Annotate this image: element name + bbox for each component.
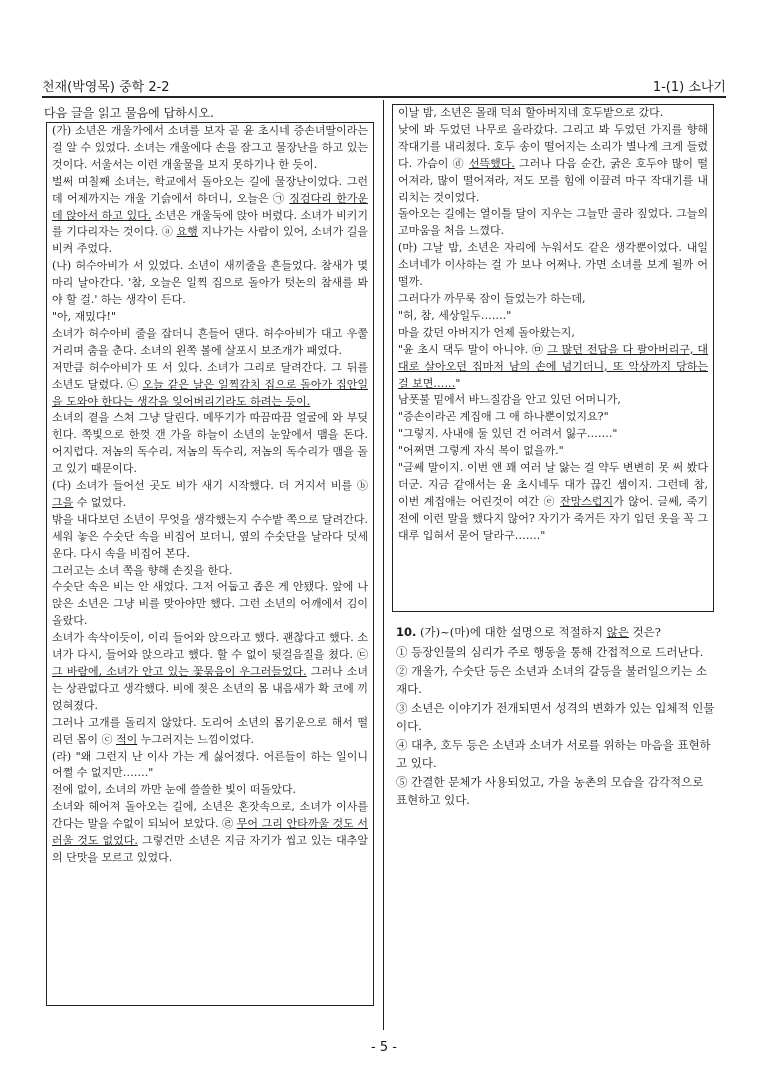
- answer-option-3[interactable]: ③ 소년은 이야기가 전개되면서 성격의 변화가 있는 입체적 인물이다.: [396, 701, 715, 733]
- question-stem: 10. (가)~(마)에 대한 설명으로 적절하지 않은 것은?: [396, 625, 661, 639]
- underlined-phrase: 선뜩했다.: [468, 156, 515, 170]
- page-number: - 5 -: [371, 1040, 397, 1055]
- passage-paragraph: 그러다가 까무룩 잠이 들었는가 하는데,: [398, 291, 586, 305]
- instruction-text: 다음 글을 읽고 물음에 답하시오.: [44, 106, 214, 120]
- passage-box-right: [392, 104, 714, 612]
- underlined-phrase: 그 바람에, 소녀가 안고 있는 꽃묶음이 우그러들었다.: [52, 665, 307, 678]
- passage-paragraph: 소녀와 헤어져 돌아오는 길에, 소년은 혼잣속으로, 소녀가 이사를 간다는 말을 수없이 되뇌어 보았다. ㉣ 무어 그리 안타까울 것도 서러울 것도 없었다. 그렇건만 소년은 지금 자기가 씹고 있는 대추알의 단맛을 모르고 있었다.: [52, 800, 369, 864]
- passage-paragraph: 수숫단 속은 비는 안 새었다. 그저 어둡고 좁은 게 안됐다. 앞에 나앉은 소년은 그냥 비를 맞아야만 했다. 그런 소년의 어깨에서 김이 올랐다.: [52, 580, 368, 628]
- passage-paragraph: 전에 없이, 소녀의 까만 눈에 쓸쓸한 빛이 떠돌았다.: [52, 783, 296, 797]
- passage-paragraph: 마을 갔던 아버지가 언제 돌아왔는지,: [398, 325, 575, 339]
- passage-paragraph: "글쎄 말이지. 이번 앤 꽤 여러 날 앓는 걸 약두 변변히 못 써 봤다더군. 지금 같애서는 윤 초시네두 대가 끊긴 셈이지. 그런데 참, 이번 계집애는 어린것이 여간 ⓔ 잔망스럽지가 않어. 글쎄, 죽기 전에 이런 말을 했다지 않어? 자기가 죽거든 자기 입던 옷을 꼭 그대루 입혀서 묻어 달라구…….": [398, 461, 709, 542]
- header-textbook: 천재(박영목) 중학 2-2: [42, 80, 170, 95]
- answer-option-2[interactable]: ② 개울가, 수숫단 등은 소년과 소녀의 갈등을 불러일으키는 소재다.: [396, 664, 708, 696]
- question-negation: 않은: [606, 625, 629, 639]
- passage-paragraph: (나) 허수아비가 서 있었다. 소년이 새끼줄을 흔들었다. 참새가 몇 마리 날아간다. '참, 오늘은 일찍 집으로 돌아가 텃논의 참새를 봐야 할 걸.' 하는 생각이 든다.: [52, 259, 368, 307]
- underlined-phrase: 무어 그리 안타까울 것도 서러울 것도 없었다.: [52, 817, 368, 848]
- underlined-phrase: 요행: [176, 225, 198, 239]
- underlined-phrase: 그을: [52, 495, 74, 509]
- passage-paragraph: 밖을 내다보던 소년이 무엇을 생각했는지 수수밭 쪽으로 달려간다. 세워 놓은 수숫단 속을 비집어 보더니, 옆의 수숫단을 날라다 덧세운다. 다시 속을 비집어 본다.: [52, 512, 368, 560]
- passage-paragraph: "증손이라곤 계집애 그 애 하나뿐이었지요?": [398, 410, 609, 424]
- underlined-phrase: 징검다리 한가운데 앉아서 하고 있다.: [52, 191, 368, 222]
- underlined-phrase: 오늘 같은 날은 일찍감치 집으로 돌아가 집안일을 도와야 한다는 생각을 잊어버리기라도 하려는 듯이.: [52, 377, 368, 408]
- passage-paragraph: (가) 소년은 개울가에서 소녀를 보자 곧 윤 초시네 증손녀딸이라는 걸 알 수 있었다. 소녀는 개울에다 손을 잠그고 물장난을 하고 있는 것이다. 서울서는 이런 개울물을 보지 못하기나 한 듯이.: [52, 124, 368, 171]
- passage-paragraph: 낮에 봐 두었던 나무로 올라갔다. 그리고 봐 두었던 가지를 향해 작대기를 내리쳤다. 호두 송이 떨어지는 소리가 별나게 크게 들렸다. 가슴이 ⓓ 선뜩했다. 그러나 다음 순간, 굵은 호두야 많이 떨어져라, 많이 떨어져라, 저도 모를 힘에 이끌려 마구 작대기를 내리치는 것이었다.: [398, 122, 708, 204]
- passage-paragraph: 벌써 며칠째 소녀는, 학교에서 돌아오는 길에 물장난이었다. 그런데 어제까지는 개울 기슭에서 하더니, 오늘은 ㉠ 징검다리 한가운데 앉아서 하고 있다. 소년은 개울둑에 앉아 버렸다. 소녀가 비키기를 기다리자는 것이다. ⓐ 요행 지나가는 사람이 있어, 소녀가 길을 비켜 주었다.: [52, 174, 368, 256]
- passage-paragraph: "허, 참, 세상일두…….": [398, 308, 512, 322]
- question-number: 10.: [396, 625, 417, 639]
- passage-paragraph: "아, 재밌다!": [52, 309, 117, 323]
- passage-paragraph: "어쩌면 그렇게 자식 복이 없을까.": [398, 444, 564, 458]
- underlined-phrase: 잔망스럽지: [559, 494, 614, 508]
- passage-paragraph: 이날 밤, 소년은 몰래 덕쇠 할아버지네 호두밭으로 갔다.: [398, 106, 664, 119]
- passage-paragraph: 남폿불 밑에서 바느질감을 안고 있던 어머니가,: [398, 393, 621, 407]
- answer-option-1[interactable]: ① 등장인물의 심리가 주로 행동을 통해 간접적으로 드러난다.: [396, 644, 704, 659]
- column-divider: [383, 100, 384, 1030]
- header-unit: 1-(1) 소나기: [652, 80, 726, 95]
- passage-paragraph: 돌아오는 길에는 열이틀 달이 지우는 그늘만 골라 짚었다. 그늘의 고마움을 처음 느꼈다.: [398, 207, 708, 238]
- underlined-phrase: 그 많던 전답을 다 팔아버리구, 대대로 살아오던 집마저 남의 손에 넘기더니, 또 악상까지 당하는 걸 보면……: [398, 342, 709, 390]
- passage-paragraph: 소녀가 허수아비 줄을 잡더니 흔들어 댄다. 허수아비가 대고 우쭐거리며 춤을 춘다. 소녀의 왼쪽 볼에 살포시 보조개가 패었다.: [52, 326, 368, 357]
- passage-paragraph: (다) 소녀가 들어선 곳도 비가 새기 시작했다. 더 거지서 비를 ⓑ 그을 수 없었다.: [52, 479, 368, 509]
- passage-paragraph: 저만큼 허수아비가 또 서 있다. 소녀가 그리로 달려간다. 그 뒤를 소년도 달렸다. ㉡ 오늘 같은 날은 일찍감치 집으로 돌아가 집안일을 도와야 한다는 생각을 잊어버리기라도 하려는 듯이.: [52, 360, 368, 408]
- answer-option-5[interactable]: ⑤ 간결한 문체가 사용되었고, 가을 농촌의 모습을 감각적으로 표현하고 있다.: [396, 775, 704, 807]
- answer-option-4[interactable]: ④ 대추, 호두 등은 소년과 소녀가 서로를 위하는 마음을 표현하고 있다.: [396, 738, 711, 770]
- underlined-phrase: 적이: [116, 732, 138, 746]
- passage-box-left: [46, 122, 374, 1006]
- passage-paragraph: "그렇지. 사내애 둘 있던 건 어려서 잃구…….": [398, 427, 618, 441]
- question-10: [396, 624, 716, 811]
- passage-paragraph: (마) 그날 밤, 소년은 자리에 누워서도 같은 생각뿐이었다. 내일 소녀네가 이사하는 걸 가 보나 어쩌나. 가면 소녀를 보게 될까 어떨까.: [398, 241, 708, 289]
- passage-paragraph: 그러고는 소녀 쪽을 향해 손짓을 한다.: [52, 563, 233, 577]
- passage-paragraph: 소녀의 곁을 스쳐 그냥 달린다. 메뚜기가 따끔따끔 얼굴에 와 부딪힌다. 쪽빛으로 한껏 갠 가을 하늘이 소년의 눈앞에서 맴을 돈다. 어지럽다. 저놈의 독수리, 저놈의 독수리, 저놈의 독수리가 맴을 돌고 있기 때문이다.: [52, 411, 368, 476]
- passage-paragraph: "윤 초시 댁두 말이 아니야. ㉤ 그 많던 전답을 다 팔아버리구, 대대로 살아오던 집마저 남의 손에 넘기더니, 또 악상까지 당하는 걸 보면……": [398, 342, 709, 390]
- page-header: [42, 76, 726, 98]
- passage-paragraph: 소녀가 속삭이듯이, 이리 들어와 앉으라고 했다. 괜찮다고 했다. 소녀가 다시, 들어와 앉으라고 했다. 할 수 없이 뒷걸음질을 쳤다. ㉢ 그 바람에, 소녀가 안고 있는 꽃묶음이 우그러들었다. 그러나 소녀는 상관없다고 생각했다. 비에 젖은 소년의 몸 내음새가 확 코에 끼얹혀졌다.: [52, 631, 368, 712]
- passage-paragraph: 그러나 고개를 돌리지 않았다. 도리어 소년의 몸기운으로 해서 떨리던 몸이 ⓒ 적이 누그러지는 느낌이었다.: [52, 715, 368, 746]
- passage-paragraph: (라) "왜 그런지 난 이사 가는 게 싫어졌다. 어른들이 하는 일이니 어쩔 수 없지만…….": [52, 749, 368, 780]
